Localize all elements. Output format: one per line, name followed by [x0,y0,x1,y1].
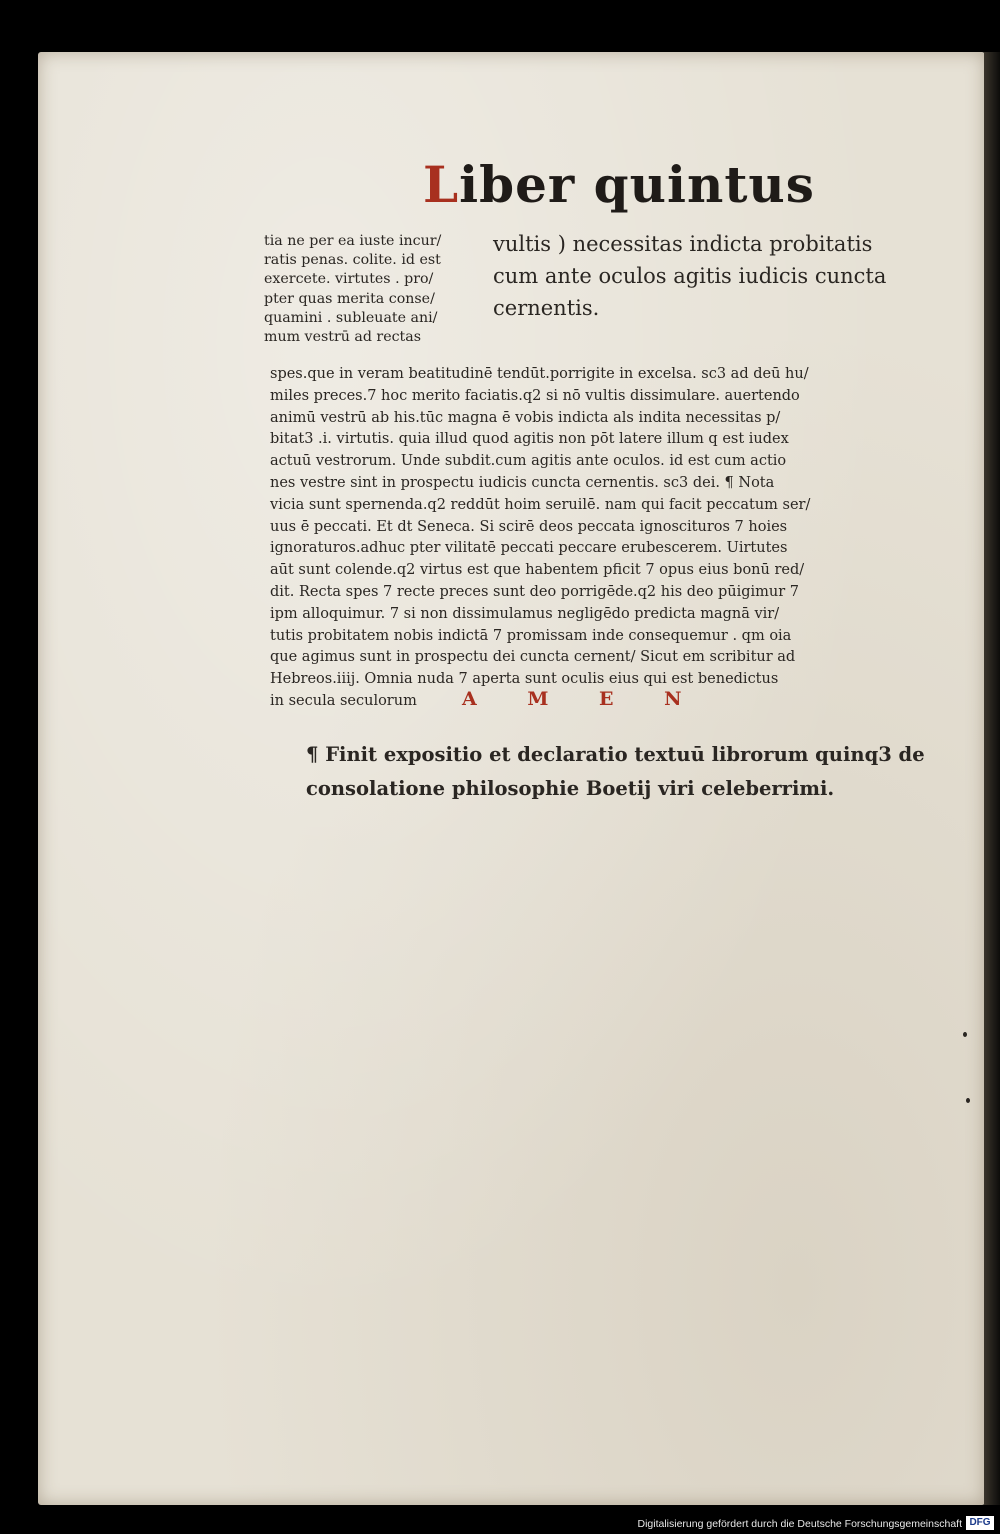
dfg-logo: DFG [966,1516,994,1530]
commentary-line: uus ē peccati. Et dt Seneca. Si scirē deos peccata ignoscituros 7 hoies [270,518,788,535]
commentary-line: nes vestre sint in prospectu iudicis cuncta cernentis. sc3 dei. ¶ Nota [270,474,775,491]
left-column-gloss [264,232,484,347]
commentary-line: animū vestrū ab his.tūc magna ē vobis indicta als indita necessitas p/ [270,409,781,426]
commentary-line: tutis probitatem nobis indictā 7 promissam inde consequemur . qm oia [270,627,792,644]
commentary-line: spes.que in veram beatitudinē tendūt.porrigite in excelsa. sc3 ad deū hu/ [270,366,809,382]
main-text-line: cernentis. [493,296,600,320]
gloss-line: ratis penas. colite. id est [264,252,441,269]
footer-credit: Digitalisierung gefördert durch die Deutsche Forschungsgemeinschaft [637,1518,962,1530]
commentary-line: miles preces.7 hoc merito faciatis.q2 si nō vultis dissimulare. auertendo [270,387,800,404]
ink-speck [966,1098,970,1103]
heading-initial: L [423,155,460,214]
amen-rubric: A M E N [462,688,704,710]
commentary-line: in secula seculorum [270,692,417,709]
main-text-line: vultis ) necessitas indicta probitatis [493,232,873,256]
gloss-line: mum vestrū ad rectas [264,329,421,346]
page-heading [423,155,843,214]
colophon-line: ¶ Finit expositio et declaratio textuū librorum quinq3 de [306,743,925,766]
page-edge [984,52,1000,1505]
main-text-line: cum ante oculos agitis iudicis cuncta [493,264,887,288]
heading-rest: iber quintus [459,155,815,214]
gloss-line: exercete. virtutes . pro/ [264,271,434,288]
colophon-line: consolatione philosophie Boetij viri celeberrimi. [306,777,835,800]
commentary-line: bitat3 .i. virtutis. quia illud quod agitis non pōt latere illum q est iudex [270,431,789,448]
commentary-line: vicia sunt spernenda.q2 reddūt hoim seruilē. nam qui facit peccatum ser/ [270,496,811,513]
gloss-line: pter quas merita conse/ [264,290,435,307]
commentary-line: ignoraturos.adhuc pter vilitatē peccati peccare erubescerem. Uirtutes [270,540,788,557]
colophon [306,738,925,806]
gloss-line: tia ne per ea iuste incur/ [264,233,442,249]
commentary-line: ipm alloquimur. 7 si non dissimulamus negligēdo predicta magnā vir/ [270,605,780,622]
commentary-line: que agimus sunt in prospectu dei cuncta cernent/ Sicut em scribitur ad [270,649,796,666]
commentary-line: actuū vestrorum. Unde subdit.cum agitis ante oculos. id est cum actio [270,453,787,470]
commentary-block [270,364,910,713]
commentary-line: dit. Recta spes 7 recte preces sunt deo porrigēde.q2 his deo pūigimur 7 [270,583,800,600]
commentary-line: Hebreos.iiij. Omnia nuda 7 aperta sunt oculis eius qui est benedictus [270,671,779,688]
main-text-block [493,228,893,324]
commentary-line: aūt sunt colende.q2 virtus est que habentem pficit 7 opus eius bonū red/ [270,562,805,579]
ink-speck [963,1032,967,1037]
gloss-line: quamini . subleuate ani/ [264,309,438,326]
